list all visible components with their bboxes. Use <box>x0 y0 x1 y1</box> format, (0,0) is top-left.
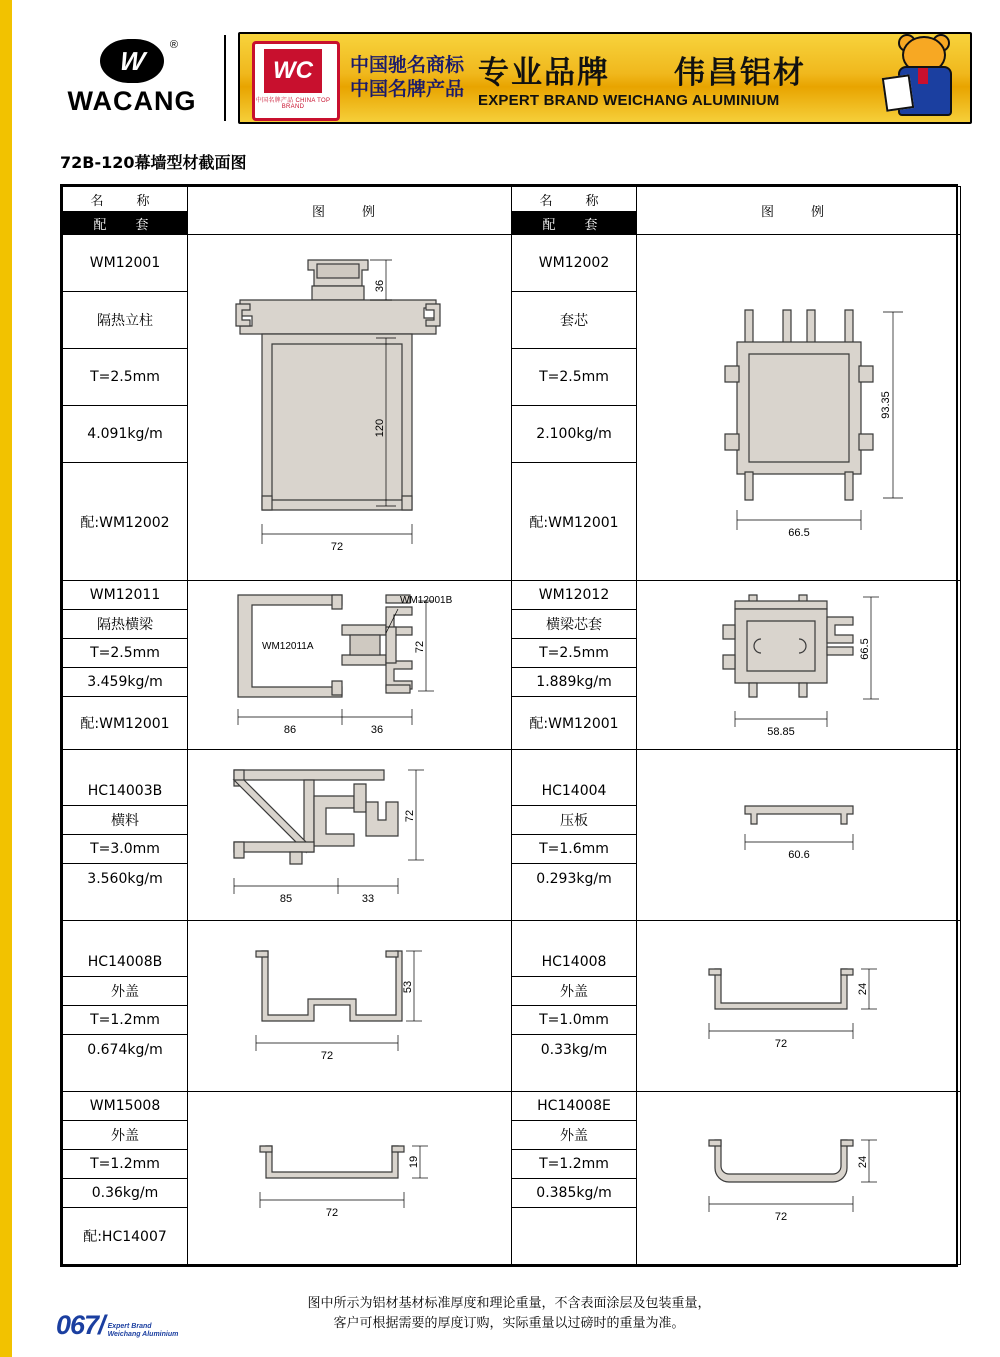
profile-weight: 4.091kg/m <box>63 406 187 463</box>
figure-wm12012 <box>637 581 961 750</box>
dim-height: 72 <box>413 640 426 654</box>
header-name-right: 名 称 <box>512 187 637 212</box>
dim-w1: 85 <box>279 893 292 905</box>
spec-cell-wm12011 <box>63 581 188 750</box>
spec-cell-wm12002 <box>512 235 637 581</box>
profile-name: 外盖 <box>63 1121 187 1150</box>
dim-height: 24 <box>856 1155 869 1169</box>
dim-height: 24 <box>856 982 869 996</box>
figure-hc14008 <box>637 921 961 1092</box>
profile-code: HC14008 <box>512 948 636 977</box>
dim-height: 72 <box>403 809 416 823</box>
profile-weight: 2.100kg/m <box>512 406 636 463</box>
profile-code: HC14003B <box>63 777 187 806</box>
profile-code: HC14008B <box>63 948 187 977</box>
table-row <box>63 235 961 581</box>
seal-caption: 中国名牌产品 CHINA TOP BRAND <box>255 98 331 110</box>
dim-width: 58.85 <box>766 726 795 738</box>
mascot-icon <box>882 34 966 122</box>
header-kit-left: 配 套 <box>63 212 188 235</box>
brand-title-cn-2: 伟昌铝材 <box>673 55 806 91</box>
profile-table <box>60 184 958 1267</box>
profile-code: HC14004 <box>512 777 636 806</box>
dim-height: 19 <box>407 1155 420 1169</box>
dim-width: 72 <box>330 540 343 553</box>
brand-banner <box>238 32 972 124</box>
header-divider <box>224 35 226 121</box>
dim-width: 72 <box>774 1038 787 1050</box>
page-number: 067/ <box>56 1310 105 1340</box>
profile-name: 外盖 <box>512 977 636 1006</box>
profile-name: 外盖 <box>63 977 187 1006</box>
profile-name: 压板 <box>512 806 636 835</box>
profile-match: 配:WM12001 <box>80 716 170 732</box>
profile-match <box>512 1208 636 1264</box>
spec-cell-hc14003b <box>63 750 188 921</box>
profile-thickness: T=1.2mm <box>512 1150 636 1179</box>
profile-match: 配:WM12002 <box>80 514 170 531</box>
profile-weight: 0.33kg/m <box>540 1041 608 1058</box>
profile-weight: 3.459kg/m <box>63 668 187 697</box>
profile-weight: 0.293kg/m <box>536 870 612 887</box>
footer-brand-line-2: Weichang Aluminium <box>107 1330 179 1338</box>
table-row <box>63 1092 961 1265</box>
profile-thickness: T=1.0mm <box>512 1006 636 1035</box>
page-title: 72B-120幕墙型材截面图 <box>60 153 247 172</box>
dim-width: 72 <box>320 1050 333 1062</box>
profile-thickness: T=2.5mm <box>63 349 187 406</box>
profile-name: 套芯 <box>512 292 636 349</box>
spec-cell-hc14008e <box>512 1092 637 1265</box>
profile-code: WM15008 <box>63 1092 187 1121</box>
footer-note-line-2: 客户可根据需要的厚度订购，实际重量以过磅时的重量为准。 <box>333 1315 685 1331</box>
table-row <box>63 581 961 750</box>
dim-w2: 36 <box>370 724 383 736</box>
figure-wm12002 <box>637 235 961 581</box>
dim-w2: 33 <box>361 893 374 905</box>
dim-top: 36 <box>373 279 386 292</box>
seal-letters: WC <box>264 49 322 93</box>
badge-line-1: 中国驰名商标 <box>350 54 465 77</box>
profile-thickness: T=1.6mm <box>512 835 636 864</box>
figure-wm12001 <box>188 235 512 581</box>
header-figure-right: 图 例 <box>637 187 961 235</box>
profile-thickness: T=1.2mm <box>63 1150 187 1179</box>
profile-thickness: T=1.2mm <box>63 1006 187 1035</box>
dim-height: 66.5 <box>858 638 871 660</box>
spec-cell-wm12001 <box>63 235 188 581</box>
profile-code: WM12001 <box>63 235 187 292</box>
dim-height: 93.35 <box>879 390 892 419</box>
dim-width: 72 <box>774 1211 787 1223</box>
table-header-row <box>63 187 961 212</box>
footer-brand <box>108 1323 179 1338</box>
profile-weight: 0.36kg/m <box>63 1179 187 1208</box>
dim-w1: 86 <box>283 724 296 736</box>
profile-name: 隔热横梁 <box>63 610 187 639</box>
figure-hc14004 <box>637 750 961 921</box>
profile-weight: 3.560kg/m <box>87 870 163 887</box>
wacang-mark-icon <box>100 38 178 83</box>
header-figure-left: 图 例 <box>188 187 512 235</box>
profile-weight: 0.674kg/m <box>87 1041 163 1058</box>
profile-weight: 0.385kg/m <box>512 1179 636 1208</box>
brand-title-en: EXPERT BRAND WEICHANG ALUMINIUM <box>478 92 780 109</box>
profile-name: 横料 <box>63 806 187 835</box>
profile-thickness: T=2.5mm <box>512 349 636 406</box>
profile-code: WM12012 <box>512 581 636 610</box>
header-kit-right: 配 套 <box>512 212 637 235</box>
profile-thickness: T=3.0mm <box>63 835 187 864</box>
spec-cell-wm12012 <box>512 581 637 750</box>
profile-weight: 1.889kg/m <box>512 668 636 697</box>
badge-line-2: 中国名牌产品 <box>350 78 465 100</box>
dim-width: 72 <box>325 1207 338 1219</box>
dim-width: 66.5 <box>787 526 810 539</box>
profile-match: 配:HC14007 <box>83 1229 167 1245</box>
registered-mark: ® <box>169 38 178 51</box>
profile-match: 配:WM12001 <box>529 716 619 732</box>
figure-wm15008 <box>188 1092 512 1265</box>
table-row <box>63 921 961 1092</box>
profile-match: 配:WM12001 <box>529 514 619 531</box>
spec-cell-hc14008b <box>63 921 188 1092</box>
profile-code: WM12011 <box>63 581 187 610</box>
figure-hc14008e <box>637 1092 961 1265</box>
figure-hc14008b <box>188 921 512 1092</box>
dim-height: 120 <box>373 418 386 437</box>
dim-height: 53 <box>401 980 414 994</box>
profile-code: WM12002 <box>512 235 636 292</box>
callout-wm12001b: WM12001B <box>399 595 452 606</box>
logo-wordmark: WACANG <box>67 85 197 116</box>
profile-code: HC14008E <box>512 1092 636 1121</box>
profile-name: 隔热立柱 <box>63 292 187 349</box>
brand-badges <box>350 54 464 102</box>
footer-note <box>60 1294 958 1333</box>
spec-cell-hc14008 <box>512 921 637 1092</box>
profile-thickness: T=2.5mm <box>63 639 187 668</box>
figure-wm12011 <box>188 581 512 750</box>
profile-name: 横梁芯套 <box>512 610 636 639</box>
brand-title-block <box>478 47 882 109</box>
award-seal-icon <box>248 39 340 117</box>
logo-letter: W <box>117 45 147 76</box>
page-number-block <box>56 1310 178 1341</box>
footer-brand-line-1: Expert Brand <box>107 1323 152 1331</box>
profile-thickness: T=2.5mm <box>512 639 636 668</box>
page-header <box>52 30 972 130</box>
spec-cell-hc14004 <box>512 750 637 921</box>
dim-width: 60.6 <box>787 849 810 861</box>
footer-note-line-1: 图中所示为铝材基材标准厚度和理论重量，不含表面涂层及包装重量， <box>307 1296 711 1311</box>
table-row <box>63 750 961 921</box>
brand-title-cn-1: 专业品牌 <box>478 55 611 91</box>
profile-name: 外盖 <box>512 1121 636 1150</box>
header-name-left: 名 称 <box>63 187 188 212</box>
spec-cell-wm15008 <box>63 1092 188 1265</box>
company-logo <box>52 30 212 125</box>
figure-hc14003b <box>188 750 512 921</box>
callout-wm12011a: WM12011A <box>261 641 314 652</box>
